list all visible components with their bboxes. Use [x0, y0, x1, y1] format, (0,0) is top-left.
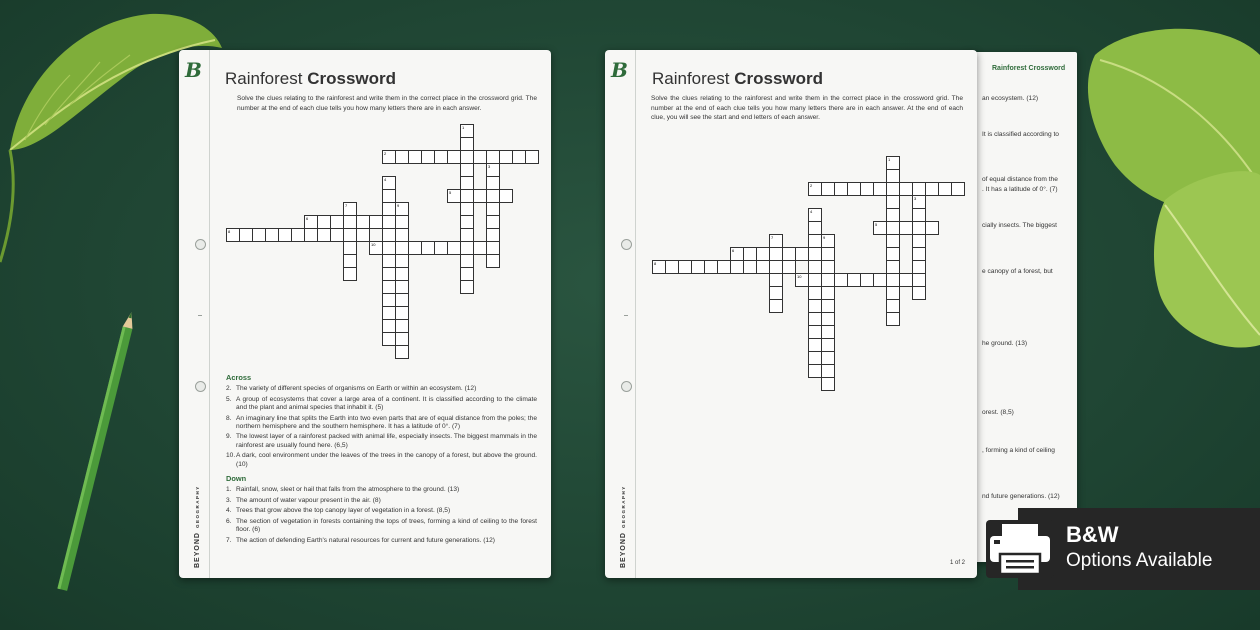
crossword-cell[interactable]: [912, 260, 926, 274]
cell-number: 5: [875, 221, 878, 227]
cell-number: 1: [462, 124, 465, 130]
crossword-cell[interactable]: [382, 228, 396, 242]
crossword-cell[interactable]: [486, 241, 500, 255]
crossword-cell[interactable]: [460, 150, 474, 164]
crossword-cell[interactable]: [808, 325, 822, 339]
crossword-cell[interactable]: [395, 228, 409, 242]
clue-across: 5. A group of ecosystems that cover a large area of a continent. It is classified according to the climate and the plant and animal species that inhabit it. (5): [226, 395, 537, 412]
cell-number: 10: [371, 241, 376, 247]
crossword-cell[interactable]: [486, 189, 500, 203]
crossword-cell[interactable]: [808, 182, 822, 196]
crossword-cell[interactable]: [912, 195, 926, 209]
clue-across: 8. An imaginary line that splits the Earth into two even parts that are of equal distance from the poles; the northern hemisphere and the southern hemisphere. It has a latitude of 0°. (7): [226, 414, 537, 431]
cell-number: 4: [810, 208, 813, 214]
crossword-cell[interactable]: [382, 306, 396, 320]
crossword-cell[interactable]: [460, 228, 474, 242]
clue-down: 4. Trees that grow above the top canopy layer of vegetation in a forest. (8,5): [226, 507, 451, 515]
crossword-cell[interactable]: [382, 267, 396, 281]
crossword-cell[interactable]: [834, 182, 848, 196]
crossword-cell[interactable]: [795, 273, 809, 287]
crossword-cell[interactable]: [886, 234, 900, 248]
crossword-cell[interactable]: [382, 189, 396, 203]
crossword-cell[interactable]: [343, 215, 357, 229]
crossword-cell[interactable]: [473, 189, 487, 203]
crossword-cell[interactable]: [808, 221, 822, 235]
cell-number: 3: [914, 195, 917, 201]
crossword-cell[interactable]: [769, 260, 783, 274]
crossword-cell[interactable]: [252, 228, 266, 242]
back-fragment: , forming a kind of ceiling: [982, 447, 1055, 454]
crossword-cell[interactable]: [369, 241, 383, 255]
right-worksheet: [605, 50, 977, 578]
brand-sub: GEOGRAPHY: [621, 485, 626, 529]
crossword-cell[interactable]: [304, 228, 318, 242]
crossword-cell[interactable]: [873, 221, 887, 235]
title-light: Rainforest: [225, 69, 303, 88]
crossword-cell[interactable]: [821, 247, 835, 261]
crossword-cell[interactable]: [473, 241, 487, 255]
crossword-cell[interactable]: [756, 247, 770, 261]
crossword-cell[interactable]: [808, 273, 822, 287]
crossword-cell[interactable]: [912, 221, 926, 235]
crossword-cell[interactable]: [460, 254, 474, 268]
crossword-cell[interactable]: [382, 254, 396, 268]
crossword-cell[interactable]: [808, 351, 822, 365]
crossword-cell[interactable]: [395, 150, 409, 164]
crossword-cell[interactable]: [356, 228, 370, 242]
crossword-cell[interactable]: [499, 150, 513, 164]
cell-number: 9: [397, 202, 400, 208]
crossword-cell[interactable]: [382, 319, 396, 333]
crossword-cell[interactable]: [808, 286, 822, 300]
crossword-cell[interactable]: [808, 312, 822, 326]
crossword-cell[interactable]: [912, 182, 926, 196]
cell-number: 2: [384, 150, 387, 156]
bw-options-banner: [1018, 508, 1260, 590]
crossword-cell[interactable]: [730, 247, 744, 261]
crossword-cell[interactable]: [265, 228, 279, 242]
across-heading: Across: [226, 373, 252, 382]
title-bold: Crossword: [734, 69, 824, 88]
crossword-cell[interactable]: [808, 299, 822, 313]
crossword-cell[interactable]: [395, 293, 409, 307]
crossword-grid[interactable]: [605, 50, 977, 410]
crossword-cell[interactable]: [434, 241, 448, 255]
crossword-cell[interactable]: [460, 189, 474, 203]
crossword-cell[interactable]: [886, 286, 900, 300]
crossword-cell[interactable]: [899, 182, 913, 196]
crossword-cell[interactable]: [743, 260, 757, 274]
clue-down: 6. The section of vegetation in forests containing the tops of trees, forming a kind of ceiling to the forest floor. (6): [226, 517, 537, 534]
crossword-cell[interactable]: [808, 208, 822, 222]
cell-number: 6: [732, 247, 735, 253]
crossword-cell[interactable]: [951, 182, 965, 196]
crossword-cell[interactable]: [395, 215, 409, 229]
crossword-cell[interactable]: [704, 260, 718, 274]
brand-main: BEYOND: [620, 532, 627, 568]
crossword-cell[interactable]: [821, 299, 835, 313]
back-title: Rainforest Crossword: [992, 65, 1066, 72]
crossword-cell[interactable]: [395, 319, 409, 333]
crossword-cell[interactable]: [886, 195, 900, 209]
crossword-cell[interactable]: [821, 364, 835, 378]
crossword-cell[interactable]: [343, 267, 357, 281]
crossword-cell[interactable]: [821, 234, 835, 248]
banner-subtitle: Options Available: [1066, 550, 1213, 571]
crossword-cell[interactable]: [899, 273, 913, 287]
crossword-cell[interactable]: [226, 228, 240, 242]
crossword-cell[interactable]: [886, 247, 900, 261]
crossword-cell[interactable]: [460, 137, 474, 151]
brand-logo: B: [185, 58, 202, 82]
back-fragment: . It has a latitude of 0°. (7): [982, 186, 1058, 193]
crossword-cell[interactable]: [304, 215, 318, 229]
crossword-cell[interactable]: [873, 273, 887, 287]
crossword-cell[interactable]: [382, 176, 396, 190]
crossword-cell[interactable]: [808, 364, 822, 378]
crossword-cell[interactable]: [886, 299, 900, 313]
crossword-cell[interactable]: [652, 260, 666, 274]
cell-number: 4: [384, 176, 387, 182]
crossword-cell[interactable]: [912, 286, 926, 300]
crossword-cell[interactable]: [382, 215, 396, 229]
left-worksheet: [179, 50, 551, 578]
crossword-cell[interactable]: [925, 182, 939, 196]
title-bold: Crossword: [307, 69, 397, 88]
crossword-cell[interactable]: [886, 312, 900, 326]
crossword-cell[interactable]: [434, 150, 448, 164]
crossword-cell[interactable]: [278, 228, 292, 242]
back-fragment: nd future generations. (12): [982, 493, 1060, 500]
crossword-cell[interactable]: [795, 247, 809, 261]
crossword-cell[interactable]: [925, 221, 939, 235]
crossword-cell[interactable]: [460, 163, 474, 177]
crossword-cell[interactable]: [847, 182, 861, 196]
crossword-cell[interactable]: [239, 228, 253, 242]
crossword-cell[interactable]: [395, 306, 409, 320]
crossword-cell[interactable]: [834, 273, 848, 287]
cell-number: 8: [228, 228, 231, 234]
crossword-cell[interactable]: [408, 241, 422, 255]
cell-number: 1: [888, 156, 891, 162]
clue-across: 9. The lowest layer of a rainforest packed with animal life, especially insects. The biggest mammals in the rainforest are usually found here. (6,5): [226, 433, 537, 449]
crossword-cell[interactable]: [486, 254, 500, 268]
crossword-cell[interactable]: [769, 247, 783, 261]
crossword-cell[interactable]: [382, 332, 396, 346]
brand-main: BEYOND: [194, 532, 201, 568]
crossword-cell[interactable]: [860, 273, 874, 287]
back-fragment: It is classified according to: [982, 131, 1059, 138]
brand-name: [620, 485, 627, 568]
crossword-cell[interactable]: [395, 280, 409, 294]
crossword-cell[interactable]: [808, 260, 822, 274]
printer-icon: [984, 518, 1056, 580]
crossword-cell[interactable]: [769, 273, 783, 287]
crossword-cell[interactable]: [395, 345, 409, 359]
brand-logo: B: [611, 58, 628, 82]
crossword-cell[interactable]: [382, 280, 396, 294]
crossword-cell[interactable]: [730, 260, 744, 274]
cell-number: 6: [306, 215, 309, 221]
crossword-cell[interactable]: [912, 234, 926, 248]
crossword-cell[interactable]: [382, 241, 396, 255]
crossword-cell[interactable]: [408, 150, 422, 164]
crossword-cell[interactable]: [382, 293, 396, 307]
crossword-cell[interactable]: [460, 202, 474, 216]
crossword-cell[interactable]: [782, 247, 796, 261]
crossword-cell[interactable]: [356, 215, 370, 229]
crossword-cell[interactable]: [782, 260, 796, 274]
back-fragment: orest. (8,5): [982, 409, 1014, 416]
crossword-cell[interactable]: [395, 332, 409, 346]
crossword-cell[interactable]: [691, 260, 705, 274]
crossword-cell[interactable]: [821, 338, 835, 352]
crossword-cell[interactable]: [912, 247, 926, 261]
intro-text: Solve the clues relating to the rainforest and write them in the correct place in the crossword grid. The number at the end of each clue tells you how many letters there are in each answer. At the end of each clue, you will see the start and end letters of each answer.: [651, 95, 963, 122]
crossword-cell[interactable]: [447, 150, 461, 164]
crossword-cell[interactable]: [769, 286, 783, 300]
crossword-cell[interactable]: [899, 221, 913, 235]
down-heading: Down: [226, 474, 247, 484]
crossword-cell[interactable]: [486, 215, 500, 229]
back-fragment: an ecosystem. (12): [982, 95, 1039, 102]
crossword-cell[interactable]: [447, 189, 461, 203]
crossword-cell[interactable]: [291, 228, 305, 242]
crossword-cell[interactable]: [678, 260, 692, 274]
cell-number: 7: [345, 202, 348, 208]
crossword-cell[interactable]: [460, 176, 474, 190]
crossword-cell[interactable]: [821, 351, 835, 365]
crossword-cell[interactable]: [486, 163, 500, 177]
crossword-cell[interactable]: [460, 215, 474, 229]
cell-number: 3: [488, 163, 491, 169]
intro-text: Solve the clues relating to the rainforest and write them in the correct place in the crossword grid. The number at the end of each clue tells you how many letters there are in each answer.: [237, 95, 537, 112]
crossword-cell[interactable]: [499, 189, 513, 203]
crossword-cell[interactable]: [808, 247, 822, 261]
crossword-cell[interactable]: [343, 254, 357, 268]
crossword-cell[interactable]: [769, 299, 783, 313]
crossword-cell[interactable]: [821, 312, 835, 326]
crossword-cell[interactable]: [821, 377, 835, 391]
crossword-cell[interactable]: [873, 182, 887, 196]
crossword-grid[interactable]: [179, 50, 551, 380]
crossword-cell[interactable]: [886, 156, 900, 170]
back-fragment: e canopy of a forest, but: [982, 268, 1053, 275]
crossword-cell[interactable]: [317, 228, 331, 242]
crossword-cell[interactable]: [886, 182, 900, 196]
crossword-cell[interactable]: [460, 124, 474, 138]
crossword-cell[interactable]: [821, 325, 835, 339]
crossword-cell[interactable]: [821, 182, 835, 196]
crossword-cell[interactable]: [460, 280, 474, 294]
crossword-cell[interactable]: [886, 260, 900, 274]
clue-down: 7. The action of defending Earth's natural resources for current and future generations. (12): [226, 536, 495, 544]
back-fragment: he ground. (13): [982, 340, 1028, 347]
crossword-cell[interactable]: [486, 228, 500, 242]
crossword-cell[interactable]: [821, 286, 835, 300]
back-fragment: of equal distance from the: [982, 176, 1058, 183]
crossword-cell[interactable]: [525, 150, 539, 164]
crossword-cell[interactable]: [756, 260, 770, 274]
crossword-cell[interactable]: [486, 150, 500, 164]
back-fragment: cially insects. The biggest: [982, 222, 1058, 229]
crossword-cell[interactable]: [743, 247, 757, 261]
crossword-cell[interactable]: [343, 228, 357, 242]
crossword-cell[interactable]: [460, 267, 474, 281]
clue-across: 2. The variety of different species of organisms on Earth or within an ecosystem. (12): [226, 385, 477, 393]
punch-hole: [195, 381, 206, 392]
page-number: 1 of 2: [950, 560, 966, 566]
crossword-cell[interactable]: [769, 234, 783, 248]
crossword-cell[interactable]: [665, 260, 679, 274]
crossword-cell[interactable]: [421, 150, 435, 164]
crossword-cell[interactable]: [808, 338, 822, 352]
clue-down: 3. The amount of water vapour present in the air. (8): [226, 496, 381, 504]
crossword-cell[interactable]: [447, 241, 461, 255]
clues-section: [226, 368, 537, 547]
clue-down: 1. Rainfall, snow, sleet or hail that falls from the atmosphere to the ground. (13): [226, 486, 460, 494]
clue-across: 10. A dark, cool environment under the leaves of the trees in the canopy of a forest, but above the ground. (10): [226, 452, 537, 468]
crossword-cell[interactable]: [421, 241, 435, 255]
cell-number: 2: [810, 182, 813, 188]
crossword-cell[interactable]: [343, 241, 357, 255]
crossword-cell[interactable]: [369, 215, 383, 229]
crossword-cell[interactable]: [343, 202, 357, 216]
crossword-cell[interactable]: [486, 202, 500, 216]
cell-number: 9: [823, 234, 826, 240]
cell-number: 10: [797, 273, 802, 279]
crossword-cell[interactable]: [460, 241, 474, 255]
crossword-cell[interactable]: [821, 273, 835, 287]
crossword-cell[interactable]: [330, 228, 344, 242]
crossword-cell[interactable]: [395, 241, 409, 255]
crossword-cell[interactable]: [886, 273, 900, 287]
crossword-cell[interactable]: [382, 150, 396, 164]
title-light: Rainforest: [652, 69, 730, 88]
crossword-cell[interactable]: [938, 182, 952, 196]
crossword-cell[interactable]: [330, 215, 344, 229]
crossword-cell[interactable]: [847, 273, 861, 287]
crossword-cell[interactable]: [860, 182, 874, 196]
cell-number: 5: [449, 189, 452, 195]
cell-number: 8: [654, 260, 657, 266]
crossword-cell[interactable]: [382, 202, 396, 216]
crossword-cell[interactable]: [886, 221, 900, 235]
crossword-cell[interactable]: [473, 150, 487, 164]
crossword-cell[interactable]: [512, 150, 526, 164]
crossword-cell[interactable]: [886, 169, 900, 183]
cell-number: 7: [771, 234, 774, 240]
brand-name: [194, 485, 201, 568]
back-worksheet: [965, 52, 1077, 562]
crossword-cell[interactable]: [486, 176, 500, 190]
banner-title: B&W: [1066, 522, 1119, 547]
crossword-cell[interactable]: [395, 254, 409, 268]
crossword-cell[interactable]: [395, 202, 409, 216]
crossword-cell[interactable]: [808, 234, 822, 248]
crossword-cell[interactable]: [717, 260, 731, 274]
brand-sub: GEOGRAPHY: [195, 485, 200, 529]
crossword-cell[interactable]: [886, 208, 900, 222]
crossword-cell[interactable]: [821, 260, 835, 274]
crossword-cell[interactable]: [395, 267, 409, 281]
crossword-cell[interactable]: [317, 215, 331, 229]
crossword-cell[interactable]: [912, 208, 926, 222]
crossword-cell[interactable]: [912, 273, 926, 287]
